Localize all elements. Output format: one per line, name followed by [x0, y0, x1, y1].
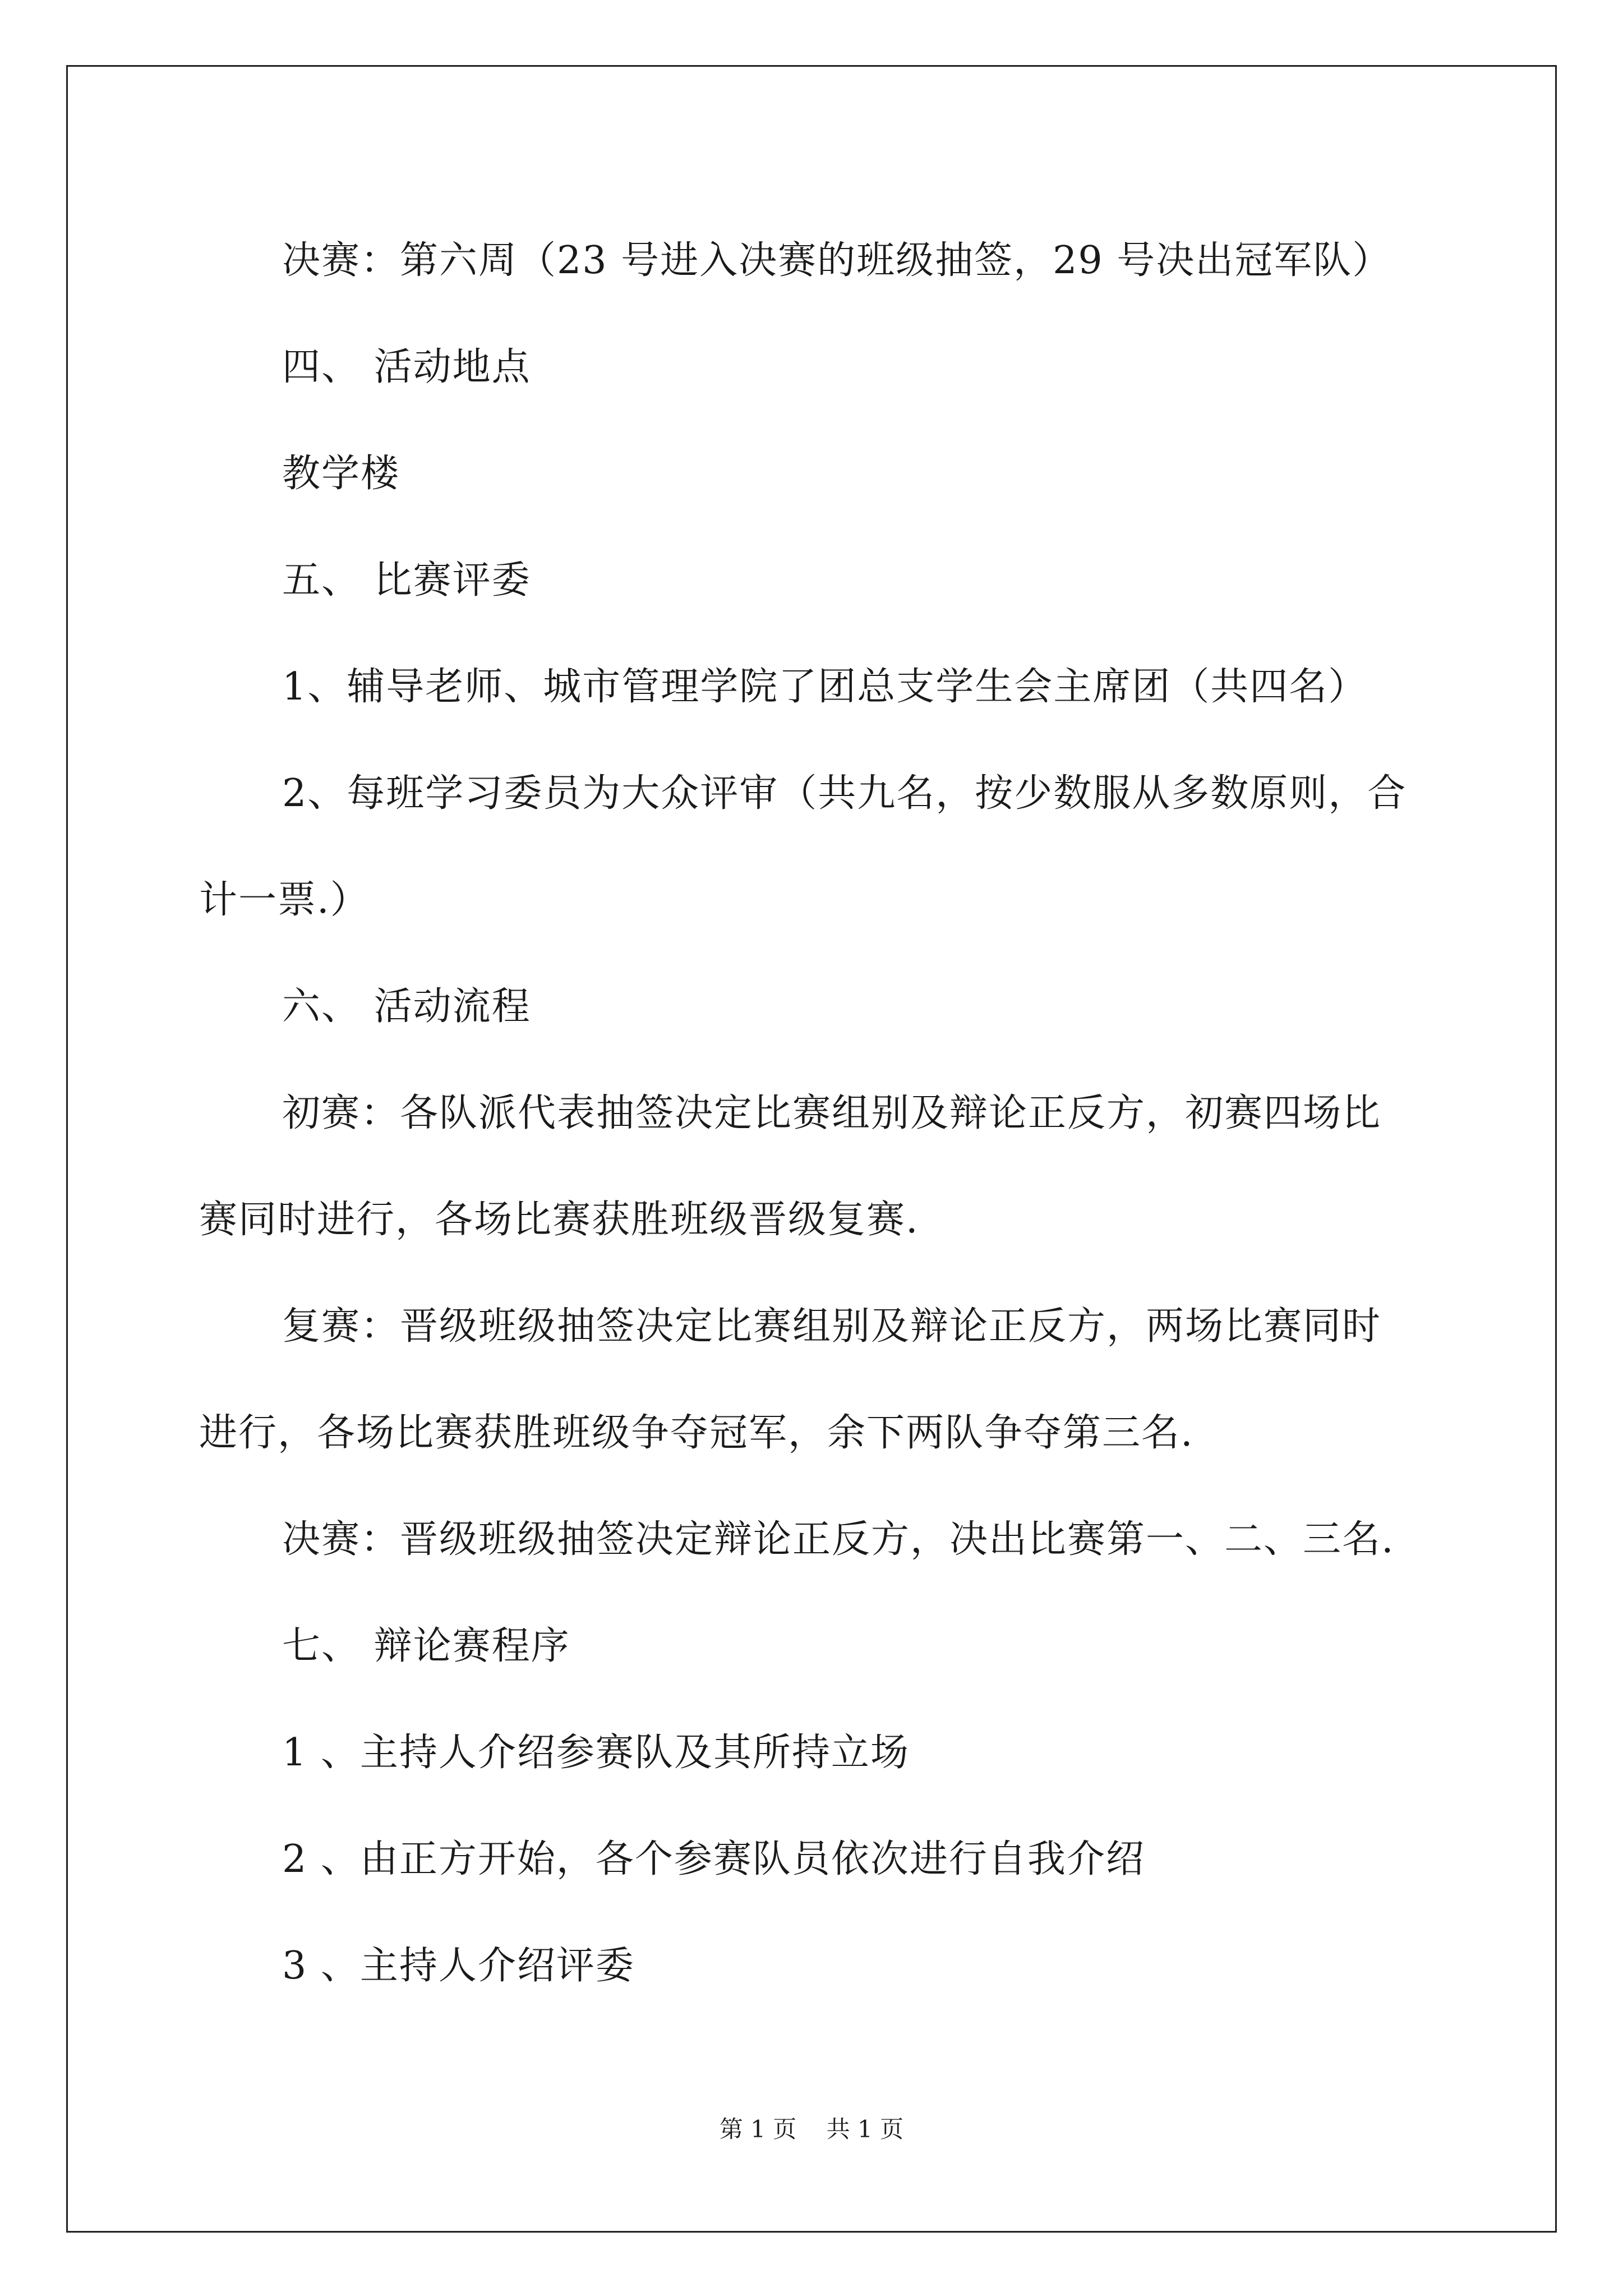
page-number-total: 共 1 页 [826, 2115, 904, 2143]
text-line: 决赛：第六周（23 号进入决赛的班级抽签，29 号决出冠军队） [282, 238, 1392, 283]
page-number-current: 第 1 页 [719, 2115, 797, 2143]
text-line: 赛同时进行，各场比赛获胜班级晋级复赛. [199, 1198, 919, 1242]
section-heading: 五、 比赛评委 [282, 558, 531, 602]
text-line: 1、辅导老师、城市管理学院了团总支学生会主席团（共四名） [282, 665, 1368, 709]
text-line: 复赛：晋级班级抽签决定比赛组别及辩论正反方，两场比赛同时 [282, 1304, 1382, 1349]
section-heading: 七、 辩论赛程序 [282, 1624, 570, 1668]
text-line: 教学楼 [282, 452, 400, 496]
list-item: 2 、由正方开始，各个参赛队员依次进行自我介绍 [282, 1837, 1145, 1881]
list-item: 3 、主持人介绍评委 [282, 1944, 635, 1988]
text-line: 计一票.） [199, 878, 370, 922]
text-line: 进行，各场比赛获胜班级争夺冠军，余下两队争夺第三名. [199, 1411, 1194, 1455]
list-item: 1 、主持人介绍参赛队及其所持立场 [282, 1731, 910, 1775]
section-heading: 四、 活动地点 [282, 345, 531, 389]
text-line: 初赛：各队派代表抽签决定比赛组别及辩论正反方，初赛四场比 [282, 1091, 1382, 1135]
document-body [199, 208, 1433, 2019]
section-heading: 六、 活动流程 [282, 984, 531, 1029]
text-line: 2、每班学习委员为大众评审（共九名，按少数服从多数原则，合 [282, 771, 1407, 816]
text-line: 决赛：晋级班级抽签决定辩论正反方，决出比赛第一、二、三名. [282, 1517, 1395, 1562]
page-footer [0, 2113, 1623, 2146]
